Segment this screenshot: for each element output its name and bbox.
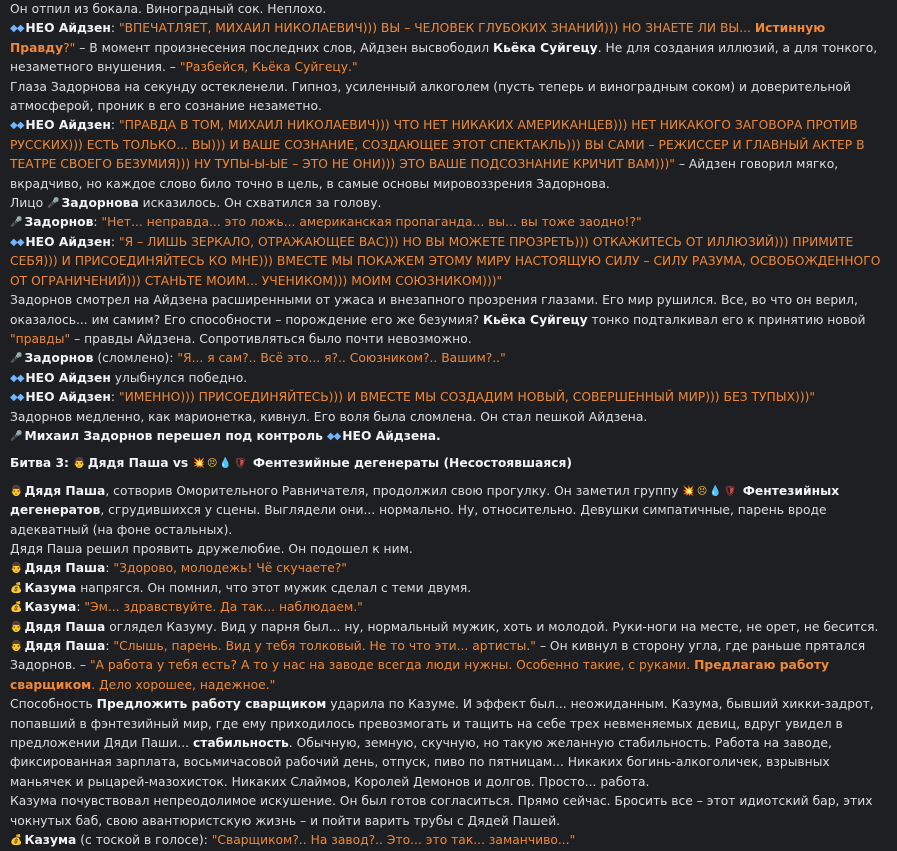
text: : (93, 215, 102, 230)
paragraph (10, 637, 889, 695)
explosion-icon: 💥 (192, 458, 205, 470)
paragraph (10, 19, 889, 77)
paragraph (10, 233, 889, 291)
sunglasses-icon: ◆◆ (10, 392, 24, 404)
quote-text: . Дело хорошее, надежное." (91, 677, 276, 692)
shield-icon: 🛡 (233, 458, 247, 470)
droplet-icon: 💧 (219, 458, 232, 470)
bold-text: Казума (24, 833, 77, 848)
paragraph (10, 540, 889, 559)
paragraph (10, 482, 889, 540)
text: Лицо (10, 196, 48, 211)
bold-text: НЕО Айдзена. (342, 428, 441, 443)
distressed-face-icon: 😣 (696, 485, 708, 497)
text: Он отпил из бокала. Виноградный сок. Неплохо. (10, 2, 327, 16)
bold-text: НЕО Айдзен (25, 234, 111, 249)
microphone-icon: 🎤 (47, 198, 60, 210)
text: – В момент произнесения последних слов, Айдзен высвободил (75, 40, 494, 55)
paragraph (10, 369, 889, 388)
paragraph-gap (10, 446, 889, 454)
quote-text: "Сварщиком?.. На завод?.. Это... это так... заманчиво..." (211, 833, 576, 848)
sunglasses-icon: ◆◆ (10, 23, 24, 35)
paragraph (10, 194, 889, 213)
paragraph (10, 116, 889, 194)
quote-text: "ВПЕЧАТЛЯЕТ, МИХАИЛ НИКОЛАЕВИЧ))) ВЫ – ЧЕЛОВЕК ГЛУБОКИХ ЗНАНИЙ))) НО ЗНАЕТЕ ЛИ ВЫ... (118, 21, 755, 36)
text: Дядя Паша решил проявить дружелюбие. Он подошел к ним. (10, 541, 413, 556)
man-face-icon: 👨 (10, 621, 23, 633)
bold-text: Задорнов (24, 215, 94, 230)
bold-text: Дядя Паша (24, 483, 106, 498)
paragraph (10, 388, 889, 407)
text: напрягся. Он помнил, что этот мужик сделал с теми двумя. (76, 580, 472, 595)
bold-text: Фентезийных дегенератов (10, 483, 840, 518)
paragraph (10, 78, 889, 117)
quote-text: "Эм... здравствуйте. Да так... наблюдаем." (84, 600, 363, 615)
message-content (10, 0, 889, 850)
bold-text: НЕО Айдзен (25, 21, 111, 36)
bold-text: Казума (24, 600, 77, 615)
bold-text: Дядя Паша (24, 561, 106, 576)
bold-text: Дядя Паша (24, 639, 106, 653)
text: : (76, 600, 85, 615)
text: тонко подталкивал его к принятию новой (587, 312, 866, 327)
text: Способность (10, 697, 97, 712)
bold-text: НЕО Айдзен (25, 118, 111, 133)
bold-text: Казума (24, 580, 77, 595)
bold-text: Предложить работу сварщиком (96, 697, 327, 712)
text: оглядел Казуму. Вид у парня был... ну, нормальный мужик, хоть и молодой. Руки-ноги на месте, не орет, не бесится. (105, 619, 879, 634)
paragraph (10, 349, 889, 368)
text: Задорнов смотрел на Айдзена расширенными от ужаса и внезапного прозрения глазами. Его мир рушился. Все, во что он верил, оказалось... им самим? Его способности – порождение его же безумия? (10, 293, 858, 327)
sunglasses-icon: ◆◆ (10, 120, 24, 132)
bold-text: Кьёка Суйгецу (482, 312, 588, 327)
bold-text: Фентезийные дегенераты (Несостоявшаяся) (248, 456, 573, 471)
text: – правды Айдзена. Сопротивляться было почти невозможно. (70, 331, 472, 346)
bold-text: Задорнова (61, 196, 139, 211)
quote-text: "Я – ЛИШЬ ЗЕРКАЛО, ОТРАЖАЮЩЕЕ ВАС))) НО ВЫ МОЖЕТЕ ПРОЗРЕТЬ))) ОТКАЖИТЕСЬ ОТ ИЛЛЮЗИЙ))) ПРИМИТЕ СЕБЯ))) И ПРИСОЕДИНЯЙТЕСЬ КО МНЕ))) ВМЕСТЕ МЫ ПОКАЖЕМ ЭТОМУ МИРУ НАСТОЯЩУЮ СИЛУ – СИЛУ РАЗУМА, ОСВОБОЖДЕННОГО ОТ ОГРАНИЧЕНИЙ))) СТАНЬТЕ МОИМ... УЧЕНИКОМ))) МОИМ СОЮЗНИКОМ)))" (10, 234, 881, 288)
microphone-icon: 🎤 (10, 430, 23, 442)
sunglasses-icon: ◆◆ (10, 236, 24, 248)
text: , сотворив Оморительного Равничателя, продолжил свою прогулку. Он заметил группу (105, 483, 683, 498)
text: (с тоской в голосе): (76, 833, 212, 848)
quote-text: "правды" (10, 331, 71, 346)
paragraph (10, 695, 889, 792)
microphone-icon: 🎤 (10, 217, 23, 229)
text: исказилось. Он схватился за голову. (138, 196, 382, 211)
money-bag-icon: 💰 (10, 582, 23, 594)
quote-text: Предлагаю работу сварщиком (10, 658, 829, 692)
text: – Он кивнул в сторону угла, где раньше прятался Задорнов. – (10, 639, 866, 673)
man-face-icon: 👨 (10, 563, 23, 575)
paragraph-gap (10, 474, 889, 482)
bold-text: Задорнов (24, 351, 94, 366)
text: : (110, 390, 119, 405)
man-face-icon: 👨 (73, 458, 86, 470)
bold-text: Михаил Задорнов перешел под контроль (24, 428, 323, 443)
text: : (110, 118, 119, 133)
quote-text: "Слышь, парень. Вид у тебя толковый. Не то что эти... артисты." (113, 639, 536, 653)
bold-text: НЕО Айдзен (25, 370, 111, 385)
paragraph (10, 0, 889, 19)
money-bag-icon: 💰 (10, 602, 23, 614)
text: (сломлено): (93, 351, 178, 366)
quote-text: ?" (63, 40, 76, 55)
text: : (105, 561, 114, 576)
text: . Не для создания иллюзий, а для тонкого, незаметного внушения. – (10, 40, 878, 75)
text: . Обычную, земную, скучную, но такую желанную стабильность. Работа на заводе, фиксированная зарплата, восьмичасовой рабочий день, отпуск, пиво по пятницам... Никаких богинь-алкоголичек, взрывных маньячек и рыцарей-мазохисток. Никаких Слаймов, Королей Демонов и долгов. Просто... работа. (10, 736, 832, 789)
bold-text: Дядя Паша (24, 619, 106, 634)
explosion-icon: 💥 (682, 485, 695, 497)
shield-icon: 🛡 (723, 485, 737, 497)
quote-text: "Здорово, молодежь! Чё скучаете?" (113, 561, 347, 576)
paragraph (10, 408, 889, 427)
quote-text: "Разбейся, Кьёка Суйгецу." (179, 60, 358, 75)
text: : (110, 21, 119, 36)
paragraph (10, 831, 889, 850)
text: : (105, 639, 114, 653)
bold-text: Кьёка Суйгецу (493, 40, 598, 55)
text: , сгрудившихся у сцены. Выглядели они... нормально. Ну, относительно. Девушки симпатичные, парень вроде адекватный (на фоне остальных). (10, 503, 827, 537)
text: Казума почувствовал непреодолимое искушение. Он был готов согласиться. Прямо сейчас. Бросить все – этот идиотский бар, этих чокнутых баб, свою авантюристскую жизнь – и пойти варить трубы с Дядей Пашей. (10, 794, 873, 828)
paragraph (10, 291, 889, 349)
text: Задорнов медленно, как марионетка, кивнул. Его воля была сломлена. Он стал пешкой Айдзена. (10, 409, 648, 424)
microphone-icon: 🎤 (10, 353, 23, 365)
paragraph (10, 792, 889, 831)
paragraph (10, 213, 889, 232)
bold-text: Битва 3: (10, 456, 74, 471)
quote-text: "ИМЕННО))) ПРИСОЕДИНЯЙТЕСЬ))) И ВМЕСТЕ МЫ СОЗДАДИМ НОВЫЙ, СОВЕРШЕННЫЙ МИР))) БЕЗ ТУПЫХ)))" (118, 390, 816, 405)
man-face-icon: 👨 (10, 485, 23, 497)
sunglasses-icon: ◆◆ (326, 430, 341, 442)
paragraph (10, 618, 889, 637)
money-bag-icon: 💰 (10, 835, 23, 847)
quote-text: "А работа у тебя есть? А то у нас на заводе всегда люди нужны. Особенно такие, с руками. (89, 658, 695, 673)
quote-text: "ПРАВДА В ТОМ, МИХАИЛ НИКОЛАЕВИЧ))) ЧТО НЕТ НИКАКИХ АМЕРИКАНЦЕВ))) НЕТ НИКАКОГО ЗАГОВОРА ПРОТИВ РУССКИХ))) ЕСТЬ ТОЛЬКО... ВЫ))) И ВАШЕ СОЗНАНИЕ, СОЗДАЮЩЕЕ ЭТОТ СПЕКТАКЛЬ))) ВЫ САМИ – РЕЖИССЕР И ГЛАВНЫЙ АКТЕР В ТЕАТРЕ СВОЕГО БЕЗУМИЯ))) НУ ТУПЫ-Ы-ЫЕ – ЭТО НЕ ОНИ))) ЭТО ВАШЕ ПОДСОЗНАНИЕ КРИЧИТ ВАМ)))" (10, 118, 865, 172)
droplet-icon: 💧 (709, 485, 722, 497)
paragraph (10, 579, 889, 598)
text: ударила по Казуме. И эффект был... неожиданным. Казума, бывший хикки-задрот, попавший в фэнтезийный мир, где ему приходилось превозмогать и тащить на себе трех невменяемых девиц, вдруг увидел в предложении Дяди Паши... (10, 697, 874, 751)
paragraph (10, 427, 889, 446)
text: – Айдзен говорил мягко, вкрадчиво, но каждое слово било точно в цель, в самые основы мировоззрения Задорнова. (10, 157, 839, 191)
quote-text: "Я... я сам?.. Всё это... я?.. Союзником?.. Вашим?.." (177, 351, 506, 366)
bold-text: стабильность (192, 736, 289, 751)
text: Глаза Задорнова на секунду остекленели. Гипноз, усиленный алкоголем (пусть теперь и виноградным соком) и доверительной атмосферой, проник в его сознание незаметно. (10, 79, 851, 114)
quote-text: Истинную Правду (10, 21, 826, 55)
text: : (110, 234, 119, 249)
paragraph (10, 559, 889, 578)
sunglasses-icon: ◆◆ (10, 372, 24, 384)
distressed-face-icon: 😣 (206, 458, 218, 470)
text: улыбнулся победно. (110, 370, 248, 385)
paragraph (10, 598, 889, 617)
bold-text: Дядя Паша vs (87, 456, 193, 471)
paragraph (10, 454, 889, 473)
man-face-icon: 👨 (10, 641, 23, 652)
quote-text: "Нет... неправда... это ложь... американская пропаганда... вы... вы тоже заодно!?" (101, 215, 642, 230)
bold-text: НЕО Айдзен (25, 390, 111, 405)
